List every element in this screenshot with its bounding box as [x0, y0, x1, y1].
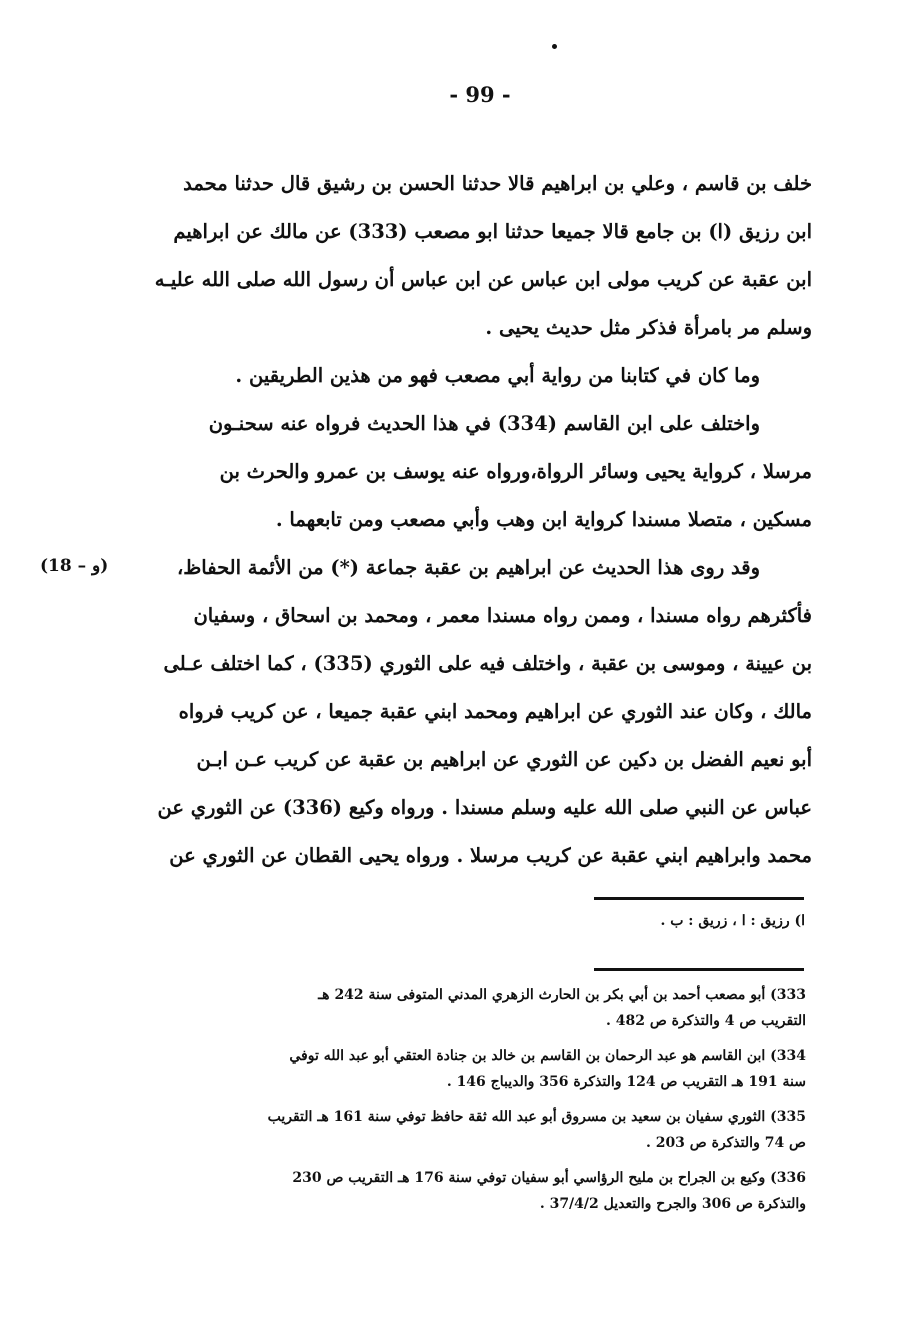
footnote-333 [138, 982, 806, 1034]
footnote-336 [138, 1165, 806, 1217]
text-line: واختلف على ابن القاسم (334) في هذا الحديث فرواه عنه سحنـون [208, 412, 760, 435]
footnote-line: 335) الثوري سفيان بن سعيد بن مسروق أبو عبد الله ثقة حافظ توفي سنة 161 هـ التقريب [267, 1109, 806, 1125]
text-line: ابن عقبة عن كريب مولى ابن عباس عن ابن عباس أن رسول الله صلى الله عليـه [154, 268, 812, 291]
paragraph-1 [140, 160, 812, 352]
collation-note: ا) رزيق : ا ، زريق : ب . [660, 913, 805, 929]
text-line: أبو نعيم الفضل بن دكين عن الثوري عن ابراهيم بن عقبة عن كريب عـن ابـن [196, 748, 812, 771]
paragraph-4 [140, 544, 812, 880]
text-line: مالك ، وكان عند الثوري عن ابراهيم ومحمد ابني عقبة جميعا ، عن كريب فرواه [178, 700, 812, 723]
text-line: فأكثرهم رواه مسندا ، وممن رواه مسندا معمر ، ومحمد بن اسحاق ، وسفيان [193, 604, 812, 627]
footnote-line: 333) أبو مصعب أحمد بن أبي بكر بن الحارث الزهري المدني المتوفى سنة 242 هـ [318, 987, 806, 1003]
footnote-line: ص 74 والتذكرة ص 203 . [645, 1135, 806, 1151]
paragraph-3 [140, 400, 812, 544]
text-line: مرسلا ، كرواية يحيى وسائر الرواة،ورواه عنه يوسف بن عمرو والحرث بن [219, 460, 812, 483]
footnote-separator [594, 968, 804, 971]
text-line: بن عيينة ، وموسى بن عقبة ، واختلف فيه على الثوري (335) ، كما اختلف عـلى [163, 652, 812, 675]
page-number: - 99 - [449, 82, 511, 107]
text-line: وسلم مر بامرأة فذكر مثل حديث يحيى . [485, 316, 812, 339]
footnote-line: سنة 191 هـ التقريب ص 124 والتذكرة 356 والديباج 146 . [446, 1074, 806, 1090]
paragraph-2 [140, 352, 812, 400]
text-line: وقد روى هذا الحديث عن ابراهيم بن عقبة جماعة (*) من الأئمة الحفاظ، [176, 556, 760, 579]
text-line: ابن رزيق (ا) بن جامع قالا جميعا حدثنا ابو مصعب (333) عن مالك عن ابراهيم [173, 220, 812, 243]
footnote-line: التقريب ص 4 والتذكرة ص 482 . [605, 1013, 806, 1029]
text-line: عباس عن النبي صلى الله عليه وسلم مسندا . ورواه وكيع (336) عن الثوري عن [157, 796, 812, 819]
footnote-line: 334) ابن القاسم هو عبد الرحمان بن القاسم بن خالد بن جنادة العتقي أبو عبد الله توفي [289, 1048, 806, 1064]
margin-folio-note: (18 – و) [40, 556, 109, 576]
footnote-335 [138, 1104, 806, 1156]
footnote-separator [594, 897, 804, 900]
text-line: محمد وابراهيم ابني عقبة عن كريب مرسلا . ورواه يحيى القطان عن الثوري عن [169, 844, 812, 867]
ink-dot [552, 44, 557, 49]
text-line: وما كان في كتابنا من رواية أبي مصعب فهو من هذين الطريقين . [235, 364, 760, 387]
footnote-line: والتذكرة ص 306 والجرح والتعديل 37/4/2 . [539, 1196, 806, 1212]
text-line: مسكين ، متصلا مسندا كرواية ابن وهب وأبي مصعب ومن تابعهما . [275, 508, 812, 531]
footnote-line: 336) وكيع بن الجراح بن مليح الرؤاسي أبو سفيان توفي سنة 176 هـ التقريب ص 230 [292, 1170, 806, 1186]
footnote-334 [138, 1043, 806, 1095]
text-line: خلف بن قاسم ، وعلي بن ابراهيم قالا حدثنا الحسن بن رشيق قال حدثنا محمد [183, 172, 812, 195]
